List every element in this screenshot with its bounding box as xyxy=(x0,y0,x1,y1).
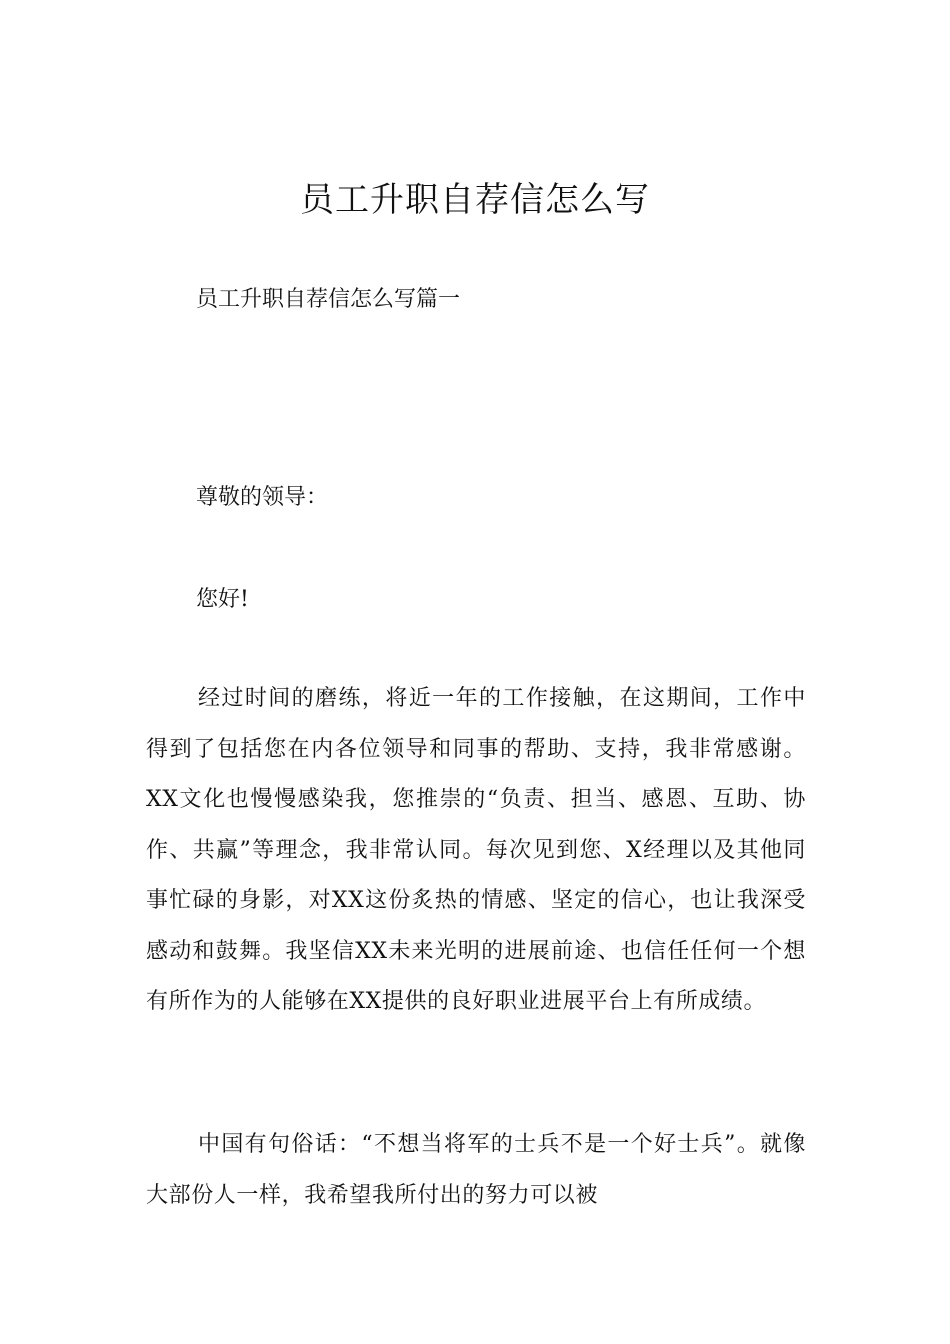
letter-greeting: 您好! xyxy=(196,587,249,612)
body-paragraph: 经过时间的磨练，将近一年的工作接触，在这期间，工作中得到了包括您在内各位领导和同事的帮助、支持，我非常感谢。XX文化也慢慢感染我，您推崇的“负责、担当、感恩、互助、协作、共赢”等理念，我非常认同。每次见到您、X经理以及其他同事忙碌的身影，对XX这份炙热的情感、坚定的信心，也让我深受感动和鼓舞。我坚信XX未来光明的进展前途、也信任任何一个想有所作为的人能够在XX提供的良好职业进展平台上有所成绩。 xyxy=(146,686,806,1014)
body-paragraph: 中国有句俗话：“不想当将军的士兵不是一个好士兵”。就像大部份人一样，我希望我所付出的努力可以被 xyxy=(146,1132,806,1208)
letter-salutation: 尊敬的领导： xyxy=(196,485,329,510)
document-title: 员工升职自荐信怎么写 xyxy=(300,180,650,220)
document-subtitle: 员工升职自荐信怎么写篇一 xyxy=(196,287,461,312)
